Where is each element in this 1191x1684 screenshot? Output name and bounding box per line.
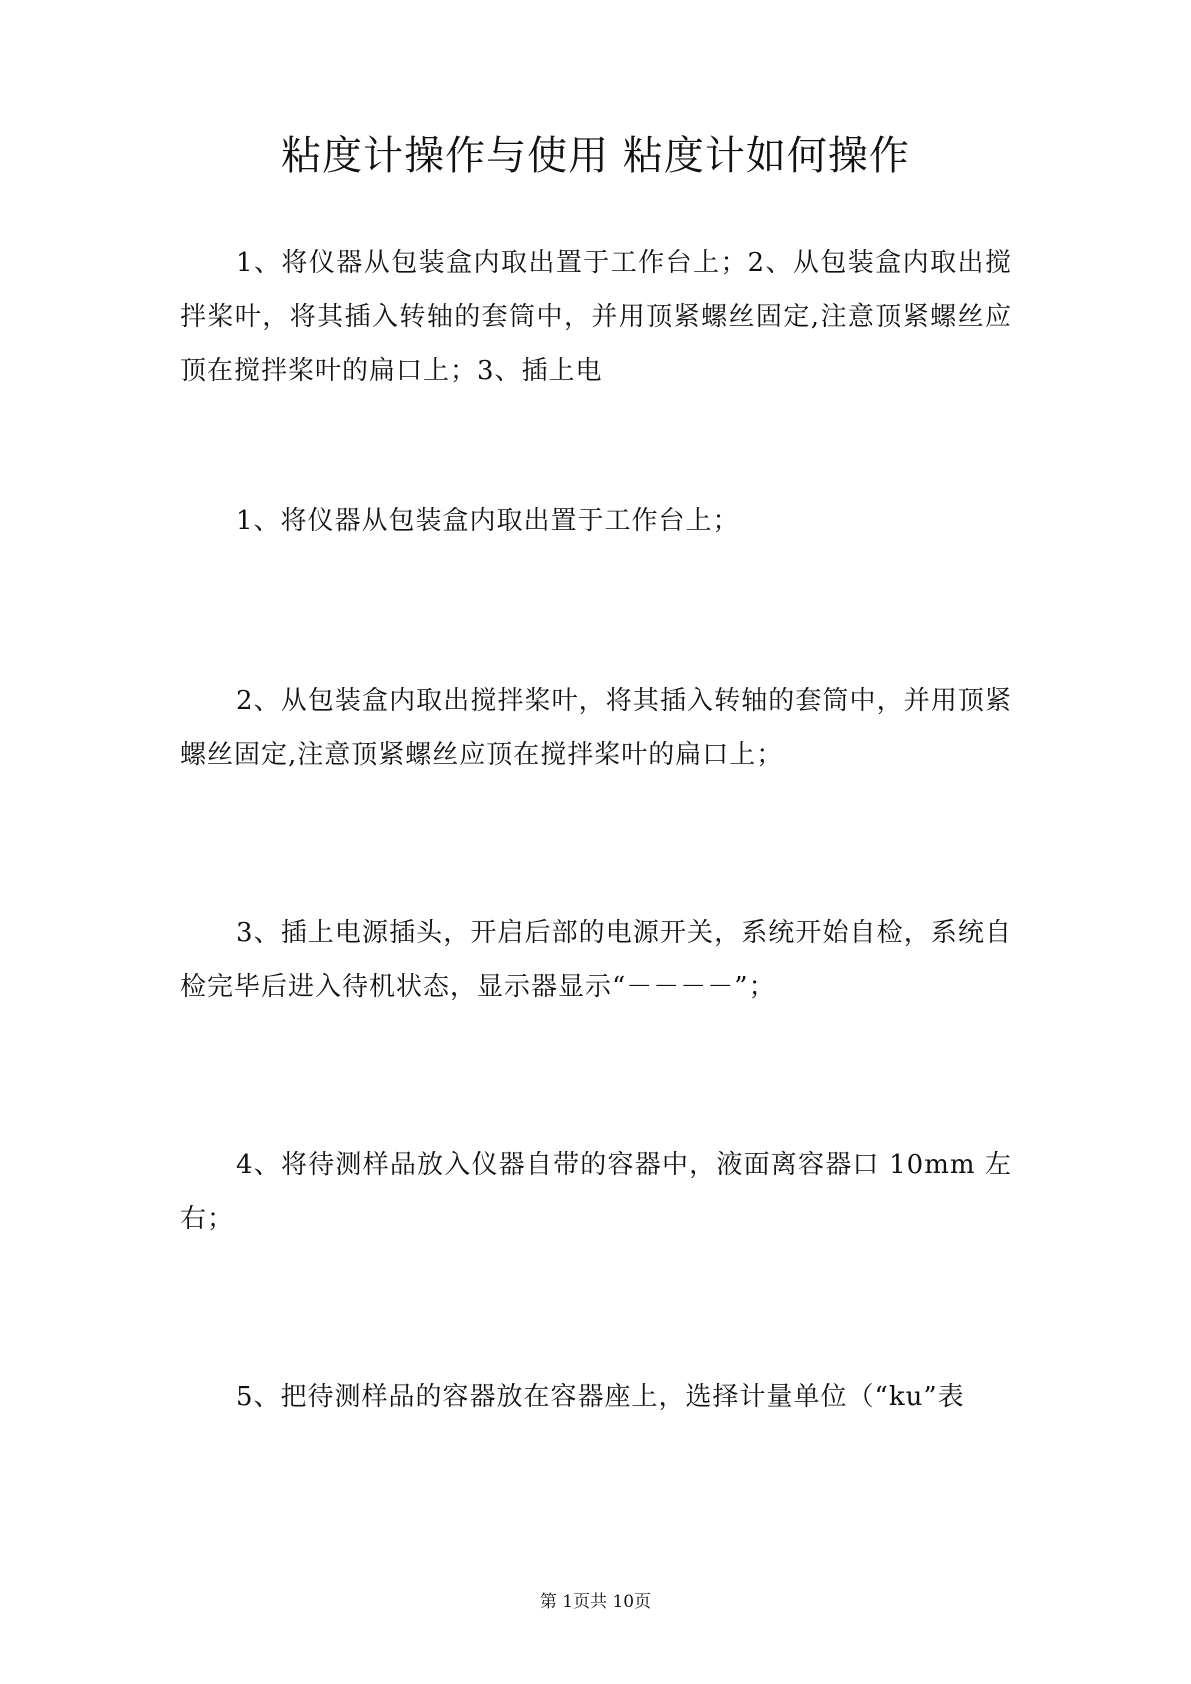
step-2-paragraph: 2、从包装盒内取出搅拌桨叶，将其插入转轴的套筒中，并用顶紧螺丝固定,注意顶紧螺丝应顶在搅拌桨叶的扁口上； bbox=[180, 686, 1012, 770]
step-1-paragraph: 1、将仪器从包装盒内取出置于工作台上； bbox=[236, 506, 740, 536]
page-number-footer: 第 1页共 10页 bbox=[539, 1592, 652, 1612]
step-5-paragraph: 5、把待测样品的容器放在容器座上，选择计量单位（“ku”表 bbox=[236, 1382, 965, 1412]
page-title: 粘度计操作与使用 粘度计如何操作 bbox=[281, 133, 910, 179]
step-3-paragraph: 3、插上电源插头，开启后部的电源开关，系统开始自检，系统自检完毕后进入待机状态，显示器显示“－－－－”； bbox=[180, 918, 1012, 1002]
step-4-paragraph: 4、将待测样品放入仪器自带的容器中，液面离容器口 10mm 左右； bbox=[180, 1150, 1012, 1234]
summary-paragraph: 1、将仪器从包装盒内取出置于工作台上；2、从包装盒内取出搅拌桨叶，将其插入转轴的套筒中，并用顶紧螺丝固定,注意顶紧螺丝应顶在搅拌桨叶的扁口上；3、插上电 bbox=[180, 248, 1012, 386]
